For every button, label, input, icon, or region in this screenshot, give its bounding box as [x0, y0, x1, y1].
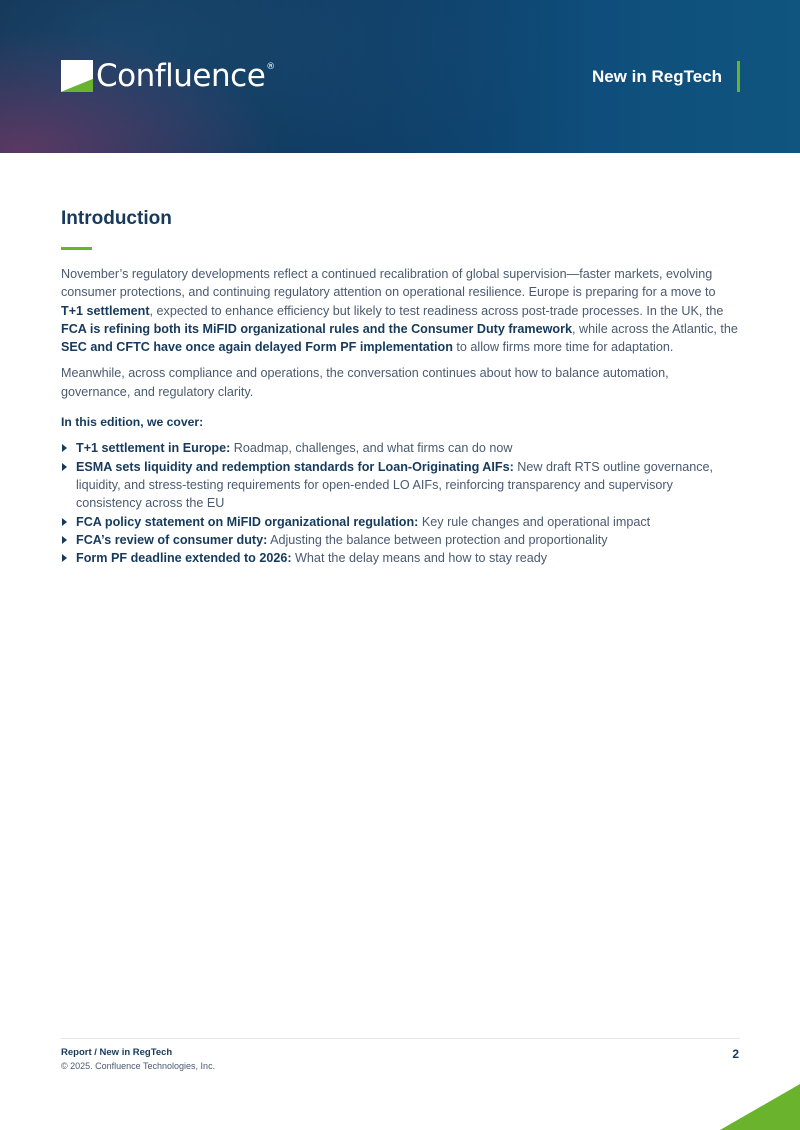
- item-heading: Form PF deadline extended to 2026:: [76, 551, 292, 566]
- footer-divider: [61, 1038, 740, 1039]
- list-item: [61, 439, 741, 457]
- header-accent-bar: [737, 61, 740, 92]
- item-text: New draft RTS outline governance, liquidity, and stress-testing requirements for open-ended LO AIFs, reinforcing transparency and supervisory consistency across the EU: [76, 459, 714, 511]
- confluence-logo[interactable]: [61, 60, 275, 92]
- intro-paragraph-1: [61, 265, 741, 356]
- item-text: What the delay means and how to stay ready: [291, 551, 548, 566]
- logo-wordmark: Confluence®: [96, 58, 275, 94]
- page-title: Introduction: [61, 208, 172, 229]
- list-item: [61, 513, 741, 531]
- confluence-logo-icon: [61, 60, 93, 92]
- list-item: [61, 458, 741, 513]
- bullet-triangle-icon: [62, 444, 67, 452]
- intro-highlight: FCA is refining both its MiFID organizational rules and the Consumer Duty framework: [61, 321, 573, 336]
- list-item: [61, 549, 741, 567]
- bullet-triangle-icon: [62, 536, 67, 544]
- item-text: Key rule changes and operational impact: [418, 514, 651, 529]
- intro-text: , expected to enhance efficiency but likely to test readiness across post-trade processes. In the UK, the: [149, 303, 724, 318]
- section-title: New in RegTech: [591, 67, 722, 86]
- title-underline: [61, 247, 92, 250]
- intro-paragraph-2: Meanwhile, across compliance and operations, the conversation continues about how to balance automation, governance, and regulatory clarity.: [61, 366, 669, 399]
- intro-text: , while across the Atlantic, the: [572, 321, 738, 336]
- bullet-triangle-icon: [62, 463, 67, 471]
- bullet-triangle-icon: [62, 554, 67, 562]
- intro-text: November’s regulatory developments reflect a continued recalibration of global supervision—faster markets, evolving consumer protections, and continuing regulatory attention on operational resilience. Europe is preparing for a move to: [61, 267, 716, 300]
- bullet-triangle-icon: [62, 518, 67, 526]
- footer-copyright: © 2025. Confluence Technologies, Inc.: [61, 1061, 216, 1071]
- coverage-list: [61, 439, 741, 567]
- intro-body: [61, 265, 741, 567]
- item-heading: ESMA sets liquidity and redemption standards for Loan-Originating AIFs:: [76, 459, 514, 474]
- page-number: 2: [732, 1047, 739, 1061]
- corner-accent-shape: [720, 1084, 800, 1130]
- item-heading: FCA policy statement on MiFID organizational regulation:: [76, 514, 419, 529]
- page-header: [0, 0, 800, 153]
- item-text: Roadmap, challenges, and what firms can do now: [230, 441, 513, 456]
- intro-text: to allow firms more time for adaptation.: [452, 340, 674, 355]
- footer-breadcrumb: Report / New in RegTech: [61, 1047, 173, 1058]
- coverage-lead: In this edition, we cover:: [61, 415, 204, 430]
- item-heading: T+1 settlement in Europe:: [76, 441, 231, 456]
- intro-highlight: T+1 settlement: [61, 303, 150, 318]
- intro-highlight: SEC and CFTC have once again delayed Form PF implementation: [61, 340, 453, 355]
- item-heading: FCA’s review of consumer duty:: [76, 532, 268, 547]
- list-item: [61, 531, 741, 549]
- item-text: Adjusting the balance between protection and proportionality: [267, 532, 608, 547]
- registered-mark: ®: [266, 62, 275, 72]
